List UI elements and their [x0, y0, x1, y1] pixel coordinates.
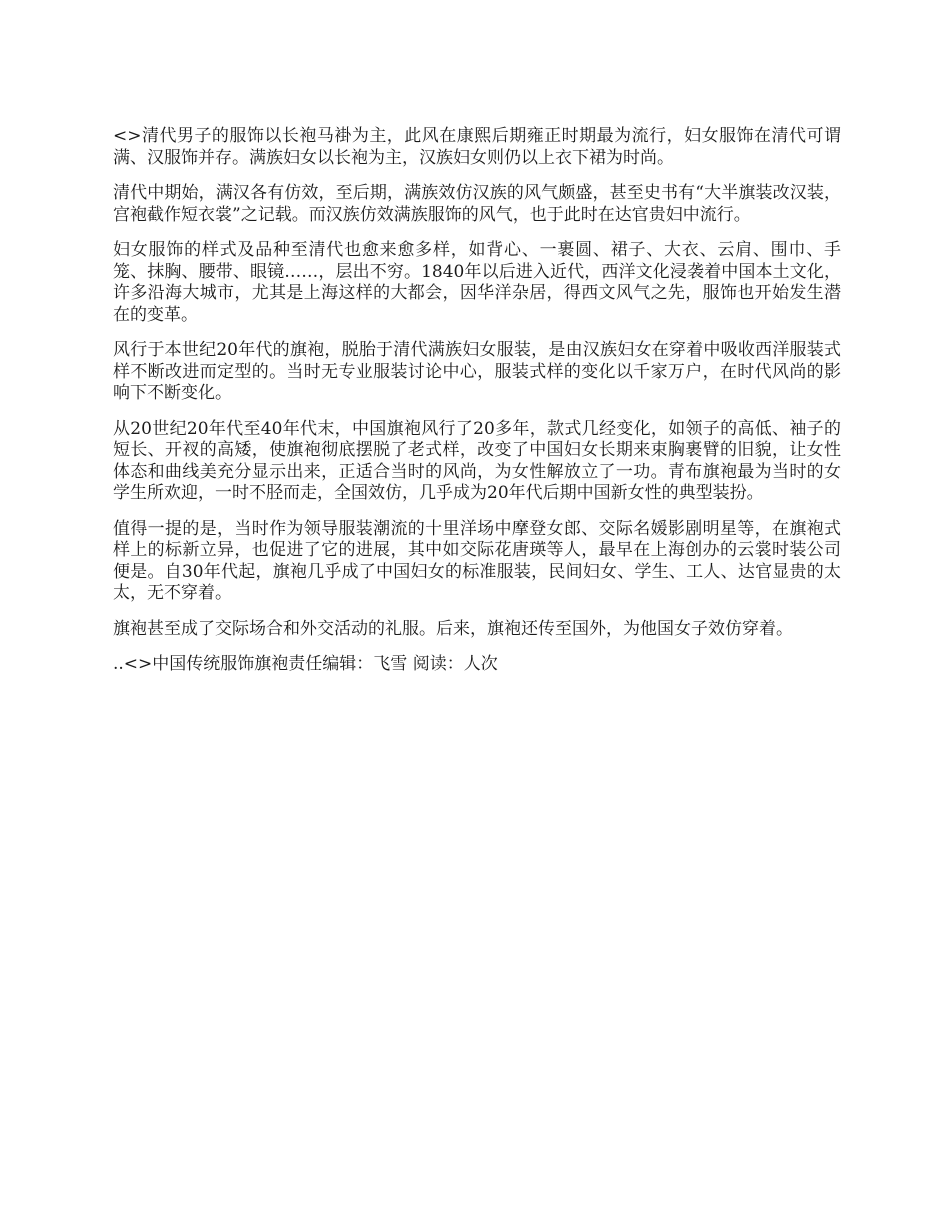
paragraph-7: 旗袍甚至成了交际场合和外交活动的礼服。后来，旗袍还传至国外，为他国女子效仿穿着。 — [113, 618, 793, 639]
paragraph-5: 从20世纪20年代至40年代末，中国旗袍风行了20多年，款式几经变化，如领子的高低、袖子的短长、开衩的高矮，使旗袍彻底摆脱了老式样，改变了中国妇女长期来束胸裹臂的旧貌，让女性体态和曲线美充分显示出来，正适合当时的风尚，为女性解放立了一功。青布旗袍最为当时的女学生所欢迎，一时不胫而走，全国效仿，几乎成为20年代后期中国新女性的典型装扮。 — [113, 418, 841, 503]
paragraph-1: <>清代男子的服饰以长袍马褂为主，此风在康熙后期雍正时期最为流行，妇女服饰在清代可谓满、汉服饰并存。满族妇女以长袍为主，汉族妇女则仍以上衣下裙为时尚。 — [113, 126, 841, 168]
article-footer: ..<>中国传统服饰旗袍责任编辑：飞雪 阅读：人次 — [113, 654, 498, 674]
paragraph-6: 值得一提的是，当时作为领导服装潮流的十里洋场中摩登女郎、交际名媛影剧明星等，在旗袍式样上的标新立异，也促进了它的进展，其中如交际花唐瑛等人，最早在上海创办的云裳时装公司便是。自30年代起，旗袍几乎成了中国妇女的标准服装，民间妇女、学生、工人、达官显贵的太太，无不穿着。 — [113, 518, 841, 603]
paragraph-3: 妇女服饰的样式及品种至清代也愈来愈多样，如背心、一裹圆、裙子、大衣、云肩、围巾、手笼、抹胸、腰带、眼镜……，层出不穷。1840年以后进入近代，西洋文化浸袭着中国本土文化，许多沿海大城市，尤其是上海这样的大都会，因华洋杂居，得西文风气之先，服饰也开始发生潜在的变革。 — [113, 240, 841, 325]
paragraph-2: 清代中期始，满汉各有仿效，至后期，满族效仿汉族的风气颇盛，甚至史书有“大半旗装改汉装，宫袍截作短衣裳”之记载。而汉族仿效满族服饰的风气，也于此时在达官贵妇中流行。 — [113, 183, 841, 225]
article-body — [113, 126, 841, 690]
paragraph-4: 风行于本世纪20年代的旗袍，脱胎于清代满族妇女服装，是由汉族妇女在穿着中吸收西洋服装式样不断改进而定型的。当时无专业服装讨论中心，服装式样的变化以千家万户，在时代风尚的影响下不断变化。 — [113, 340, 841, 403]
